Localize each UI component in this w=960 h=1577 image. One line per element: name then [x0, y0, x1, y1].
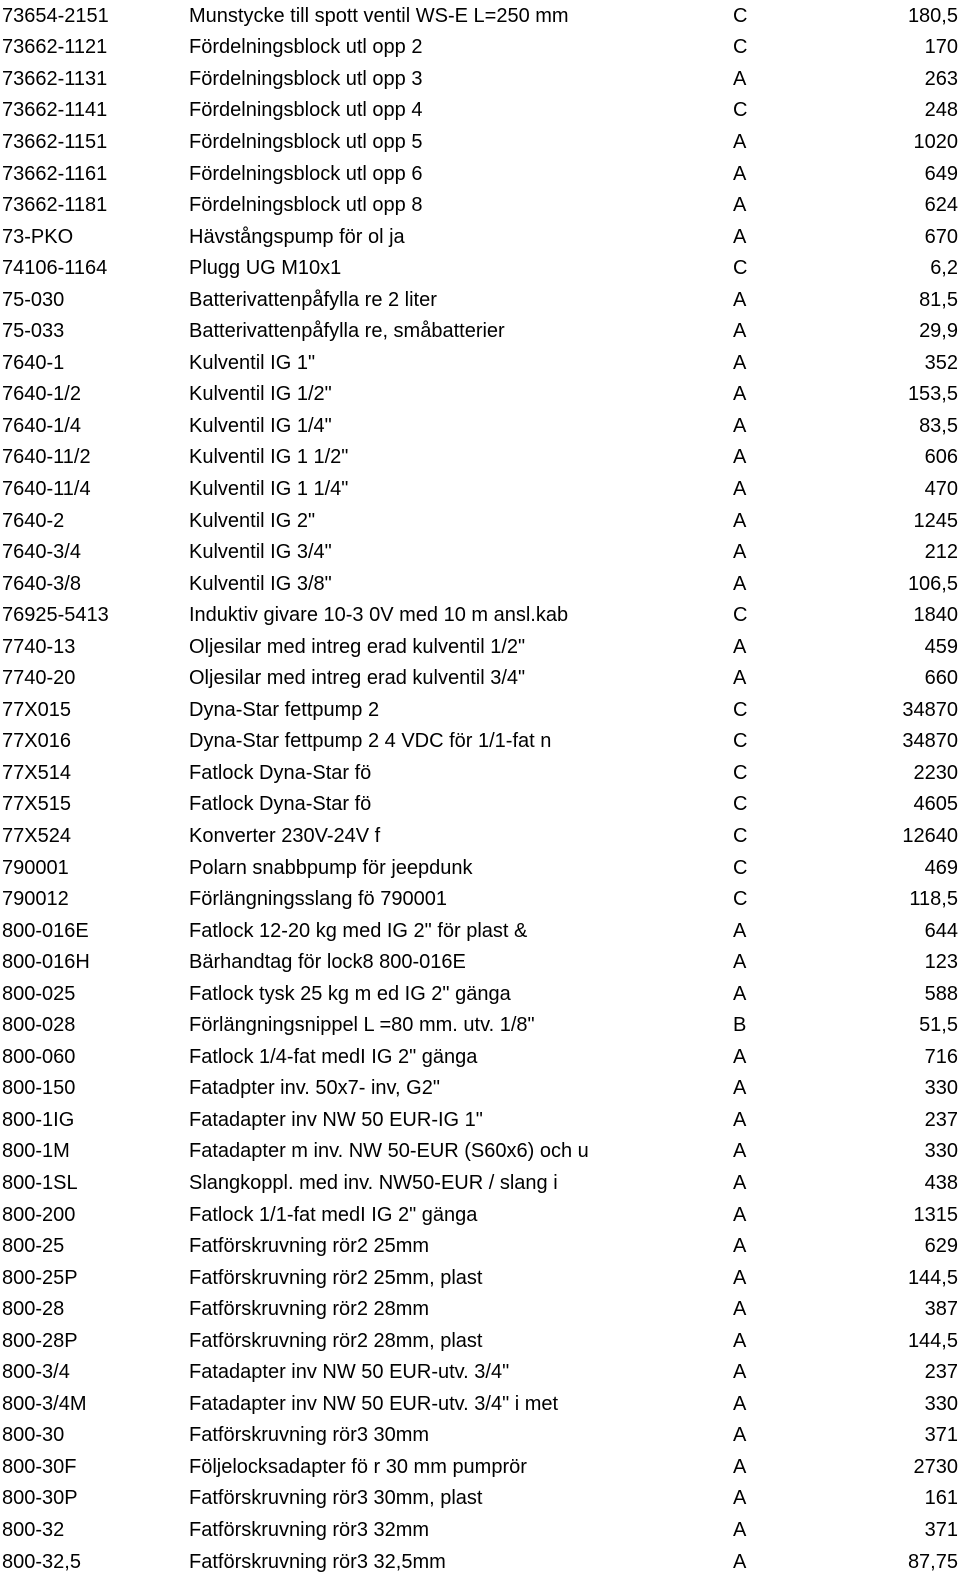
price-class: A [733, 1361, 747, 1384]
article-price: 606 [924, 446, 958, 469]
article-description: Kulventil IG 1/2" [189, 383, 332, 406]
article-code: 77X015 [2, 698, 71, 721]
article-price: 106,5 [907, 572, 958, 595]
article-code: 800-32,5 [2, 1550, 81, 1573]
article-code: 800-1SL [2, 1172, 78, 1194]
article-description: Kulventil IG 1 1/4" [189, 477, 349, 500]
article-price: 352 [924, 351, 958, 374]
table-row [0, 1073, 960, 1105]
article-code: 790012 [2, 888, 69, 911]
article-code: 7640-3/4 [2, 541, 81, 564]
table-row [0, 694, 960, 726]
table-row [0, 946, 960, 978]
article-code: 7640-1/2 [2, 383, 81, 406]
table-row [0, 1104, 960, 1136]
article-code: 75-033 [2, 320, 65, 343]
article-price: 371 [924, 1424, 958, 1447]
price-class: C [733, 99, 748, 122]
table-row [0, 1451, 960, 1483]
article-code: 73-PKO [2, 225, 74, 248]
table-row [0, 126, 960, 158]
article-code: 7640-3/8 [2, 572, 81, 595]
article-description: Fatadapter m inv. NW 50-EUR (S60x6) och u [189, 1140, 589, 1163]
price-class: A [733, 414, 747, 437]
article-code: 800-30F [2, 1455, 77, 1478]
article-description: Fatförskruvning rör3 30mm [189, 1424, 430, 1447]
table-row [0, 315, 960, 347]
article-code: 77X524 [2, 824, 71, 847]
article-description: Induktiv givare 10-3 0V med 10 m ansl.kab [189, 604, 569, 627]
article-price: 629 [924, 1235, 958, 1258]
article-price: 660 [924, 667, 958, 690]
article-price: 4605 [913, 793, 958, 816]
article-description: Förlängningsslang fö 790001 [189, 888, 447, 911]
table-row [0, 1041, 960, 1073]
article-price: 649 [924, 162, 958, 185]
price-class: A [733, 1077, 747, 1100]
price-class: A [733, 383, 747, 406]
article-description: Konverter 230V-24V f [189, 824, 381, 847]
article-code: 74106-1164 [2, 257, 108, 280]
article-description: Fördelningsblock utl opp 6 [189, 162, 423, 185]
price-class: A [733, 194, 747, 217]
article-price: 170 [924, 36, 958, 59]
price-class: A [733, 320, 747, 343]
price-class: A [733, 635, 747, 658]
price-class: C [733, 604, 748, 627]
article-code: 75-030 [2, 288, 65, 311]
price-class: C [733, 730, 748, 753]
article-price: 248 [924, 99, 958, 122]
article-description: Fatförskruvning rör3 32,5mm [189, 1550, 446, 1573]
table-row [0, 1483, 960, 1515]
price-class: A [733, 1550, 747, 1573]
price-class: A [733, 1108, 747, 1131]
article-description: Polarn snabbpump för jeepdunk [189, 856, 473, 879]
price-class: A [733, 667, 747, 690]
article-description: Bärhandtag för lock8 800-016E [189, 951, 466, 974]
table-row [0, 0, 960, 32]
article-code: 800-150 [2, 1077, 76, 1100]
table-row [0, 189, 960, 221]
price-class: A [733, 1519, 747, 1542]
article-code: 73662-1131 [2, 67, 108, 90]
price-class: A [733, 1329, 747, 1352]
article-description: Dyna-Star fettpump 2 [189, 698, 380, 721]
article-description: Plugg UG M10x1 [189, 257, 342, 280]
article-code: 73662-1121 [2, 36, 108, 59]
article-description: Oljesilar med intreg erad kulventil 1/2" [189, 635, 526, 658]
article-description: Fatlock Dyna-Star fö [189, 793, 372, 816]
article-code: 7640-11/4 [2, 477, 91, 500]
table-row [0, 1230, 960, 1262]
price-class: B [733, 1014, 747, 1037]
table-row [0, 631, 960, 663]
article-price: 34870 [902, 698, 958, 721]
article-code: 73662-1141 [2, 99, 108, 122]
table-row [0, 1293, 960, 1325]
article-code: 800-1M [2, 1140, 70, 1163]
article-price: 123 [924, 951, 958, 974]
article-code: 800-060 [2, 1045, 76, 1068]
table-row [0, 883, 960, 915]
article-price: 81,5 [919, 288, 958, 311]
table-row [0, 252, 960, 284]
price-class: A [733, 130, 747, 153]
article-code: 800-25 [2, 1235, 65, 1258]
table-row [0, 1357, 960, 1389]
article-price: 34870 [902, 730, 958, 753]
price-class: A [733, 162, 747, 185]
price-class: A [733, 1455, 747, 1478]
table-row [0, 379, 960, 411]
article-price: 237 [924, 1361, 958, 1384]
price-class: A [733, 951, 747, 974]
article-description: Kulventil IG 1 1/2" [189, 446, 349, 469]
price-class: A [733, 982, 747, 1005]
article-description: Fatlock tysk 25 kg m ed IG 2" gänga [189, 982, 511, 1005]
table-row [0, 347, 960, 379]
article-code: 7640-1/4 [2, 414, 81, 437]
article-description: Fördelningsblock utl opp 5 [189, 130, 423, 153]
article-price: 144,5 [907, 1266, 958, 1289]
article-price: 144,5 [907, 1329, 958, 1352]
price-class: C [733, 698, 748, 721]
price-class: A [733, 1140, 747, 1163]
article-price: 161 [924, 1487, 958, 1510]
table-row [0, 726, 960, 758]
article-price: 1245 [913, 509, 958, 532]
article-price: 153,5 [907, 383, 958, 406]
article-price: 12640 [902, 824, 958, 847]
table-row [0, 32, 960, 64]
table-row [0, 662, 960, 694]
article-description: Kulventil IG 2" [189, 509, 316, 532]
article-price: 2230 [913, 761, 958, 784]
table-row [0, 1167, 960, 1199]
table-row [0, 221, 960, 253]
article-description: Fördelningsblock utl opp 2 [189, 36, 423, 59]
price-class: C [733, 36, 748, 59]
article-description: Dyna-Star fettpump 2 4 VDC för 1/1-fat n [189, 730, 552, 753]
article-price: 716 [924, 1045, 958, 1068]
price-class: C [733, 888, 748, 911]
article-price: 2730 [913, 1455, 958, 1478]
price-class: A [733, 1045, 747, 1068]
article-price: 387 [924, 1298, 958, 1321]
article-code: 800-3/4M [2, 1392, 87, 1415]
article-description: Fatadapter inv NW 50 EUR-utv. 3/4" [189, 1361, 510, 1384]
article-description: Kulventil IG 1/4" [189, 414, 332, 437]
table-row [0, 1420, 960, 1452]
article-code: 800-025 [2, 982, 76, 1005]
table-row [0, 915, 960, 947]
price-class: A [733, 1424, 747, 1447]
article-price: 470 [924, 477, 958, 500]
price-class: C [733, 4, 748, 27]
price-class: A [733, 541, 747, 564]
article-code: 800-028 [2, 1014, 76, 1037]
article-price: 644 [924, 919, 958, 942]
table-row [0, 284, 960, 316]
table-row [0, 442, 960, 474]
article-code: 790001 [2, 856, 69, 879]
price-class: A [733, 225, 747, 248]
table-row [0, 1546, 960, 1577]
price-class: A [733, 1172, 747, 1194]
article-description: Fatförskruvning rör2 28mm, plast [189, 1329, 483, 1352]
price-class: A [733, 1298, 747, 1321]
table-row [0, 1325, 960, 1357]
article-description: Fatadapter inv NW 50 EUR-IG 1" [189, 1108, 483, 1131]
article-price: 87,75 [907, 1550, 958, 1573]
table-row [0, 1262, 960, 1294]
table-row [0, 410, 960, 442]
article-description: Batterivattenpåfylla re, småbatterier [189, 320, 505, 343]
article-description: Kulventil IG 1" [189, 351, 316, 374]
article-description: Munstycke till spott ventil WS-E L=250 mm [189, 4, 569, 27]
article-code: 73662-1151 [2, 130, 108, 153]
article-code: 7640-11/2 [2, 446, 91, 469]
article-price: 212 [924, 541, 958, 564]
table-row [0, 473, 960, 505]
article-description: Fatförskruvning rör3 32mm [189, 1519, 430, 1542]
table-row [0, 1514, 960, 1546]
article-code: 800-016H [2, 951, 90, 974]
article-code: 77X515 [2, 793, 71, 816]
table-row [0, 536, 960, 568]
article-code: 7740-20 [2, 667, 76, 690]
article-price: 670 [924, 225, 958, 248]
article-price: 29,9 [919, 320, 958, 343]
article-price: 588 [924, 982, 958, 1005]
article-code: 800-28 [2, 1298, 65, 1321]
article-code: 800-016E [2, 919, 89, 942]
article-price: 1315 [913, 1203, 958, 1226]
article-price: 237 [924, 1108, 958, 1131]
article-price: 330 [924, 1140, 958, 1163]
article-price: 1840 [913, 604, 958, 627]
table-row [0, 820, 960, 852]
article-description: Följelocksadapter fö r 30 mm pumprör [189, 1455, 527, 1478]
table-row [0, 852, 960, 884]
price-class: A [733, 288, 747, 311]
table-row [0, 95, 960, 127]
price-class: C [733, 257, 748, 280]
article-code: 76925-5413 [2, 604, 109, 627]
price-class: A [733, 1487, 747, 1510]
article-price: 6,2 [930, 257, 958, 280]
price-class: A [733, 351, 747, 374]
article-price: 438 [924, 1172, 958, 1194]
table-row [0, 1199, 960, 1231]
price-class: C [733, 856, 748, 879]
table-row [0, 63, 960, 95]
article-description: Slangkoppl. med inv. NW50-EUR / slang i [189, 1172, 558, 1194]
article-description: Fatlock 1/4-fat medI IG 2" gänga [189, 1045, 478, 1068]
price-class: A [733, 919, 747, 942]
article-description: Fördelningsblock utl opp 3 [189, 67, 423, 90]
price-class: C [733, 824, 748, 847]
article-description: Fatadapter inv NW 50 EUR-utv. 3/4" i met [189, 1392, 559, 1415]
article-code: 800-30 [2, 1424, 65, 1447]
price-class: A [733, 67, 747, 90]
article-price: 330 [924, 1392, 958, 1415]
table-row [0, 158, 960, 190]
article-code: 73654-2151 [2, 4, 109, 27]
table-row [0, 1010, 960, 1042]
article-code: 800-32 [2, 1519, 65, 1542]
article-description: Oljesilar med intreg erad kulventil 3/4" [189, 667, 526, 690]
article-price: 118,5 [909, 888, 958, 911]
article-description: Fatförskruvning rör2 25mm, plast [189, 1266, 483, 1289]
price-class: C [733, 761, 748, 784]
article-description: Fatförskruvning rör3 30mm, plast [189, 1487, 483, 1510]
article-description: Kulventil IG 3/4" [189, 541, 332, 564]
article-description: Kulventil IG 3/8" [189, 572, 332, 595]
article-code: 73662-1181 [2, 194, 108, 217]
article-code: 800-28P [2, 1329, 78, 1352]
article-code: 800-200 [2, 1203, 76, 1226]
price-class: A [733, 1235, 747, 1258]
price-class: A [733, 509, 747, 532]
table-row [0, 599, 960, 631]
article-code: 800-25P [2, 1266, 78, 1289]
article-description: Fatlock Dyna-Star fö [189, 761, 372, 784]
article-price: 459 [924, 635, 958, 658]
article-description: Fatadpter inv. 50x7- inv, G2" [189, 1077, 440, 1100]
article-code: 77X016 [2, 730, 71, 753]
price-class: A [733, 1266, 747, 1289]
article-price: 180,5 [907, 4, 958, 27]
article-code: 77X514 [2, 761, 71, 784]
article-code: 7640-1 [2, 351, 65, 374]
price-class: C [733, 793, 748, 816]
article-code: 800-1IG [2, 1108, 75, 1131]
article-code: 7740-13 [2, 635, 76, 658]
article-code: 73662-1161 [2, 162, 108, 185]
article-description: Fatförskruvning rör2 28mm [189, 1298, 430, 1321]
article-description: Fatförskruvning rör2 25mm [189, 1235, 430, 1258]
article-description: Batterivattenpåfylla re 2 liter [189, 288, 437, 311]
article-price: 1020 [913, 130, 958, 153]
article-price: 83,5 [919, 414, 958, 437]
article-price: 469 [924, 856, 958, 879]
table-row [0, 789, 960, 821]
article-description: Fördelningsblock utl opp 8 [189, 194, 423, 217]
article-description: Hävstångspump för ol ja [189, 225, 405, 248]
price-class: A [733, 477, 747, 500]
article-description: Fördelningsblock utl opp 4 [189, 99, 423, 122]
article-price: 51,5 [919, 1014, 958, 1037]
article-description: Fatlock 12-20 kg med IG 2" för plast & [189, 919, 528, 942]
article-code: 800-30P [2, 1487, 78, 1510]
price-class: A [733, 1203, 747, 1226]
article-code: 800-3/4 [2, 1361, 70, 1384]
table-row [0, 978, 960, 1010]
article-description: Fatlock 1/1-fat medI IG 2" gänga [189, 1203, 478, 1226]
table-row [0, 1136, 960, 1168]
price-class: A [733, 1392, 747, 1415]
article-description: Förlängningsnippel L =80 mm. utv. 1/8" [189, 1014, 535, 1037]
table-row [0, 505, 960, 537]
article-price: 371 [924, 1519, 958, 1542]
article-price: 263 [924, 67, 958, 90]
article-price: 624 [924, 194, 958, 217]
price-class: A [733, 572, 747, 595]
price-class: A [733, 446, 747, 469]
article-price: 330 [924, 1077, 958, 1100]
table-row [0, 1388, 960, 1420]
table-row [0, 568, 960, 600]
article-code: 7640-2 [2, 509, 65, 532]
table-row [0, 757, 960, 789]
